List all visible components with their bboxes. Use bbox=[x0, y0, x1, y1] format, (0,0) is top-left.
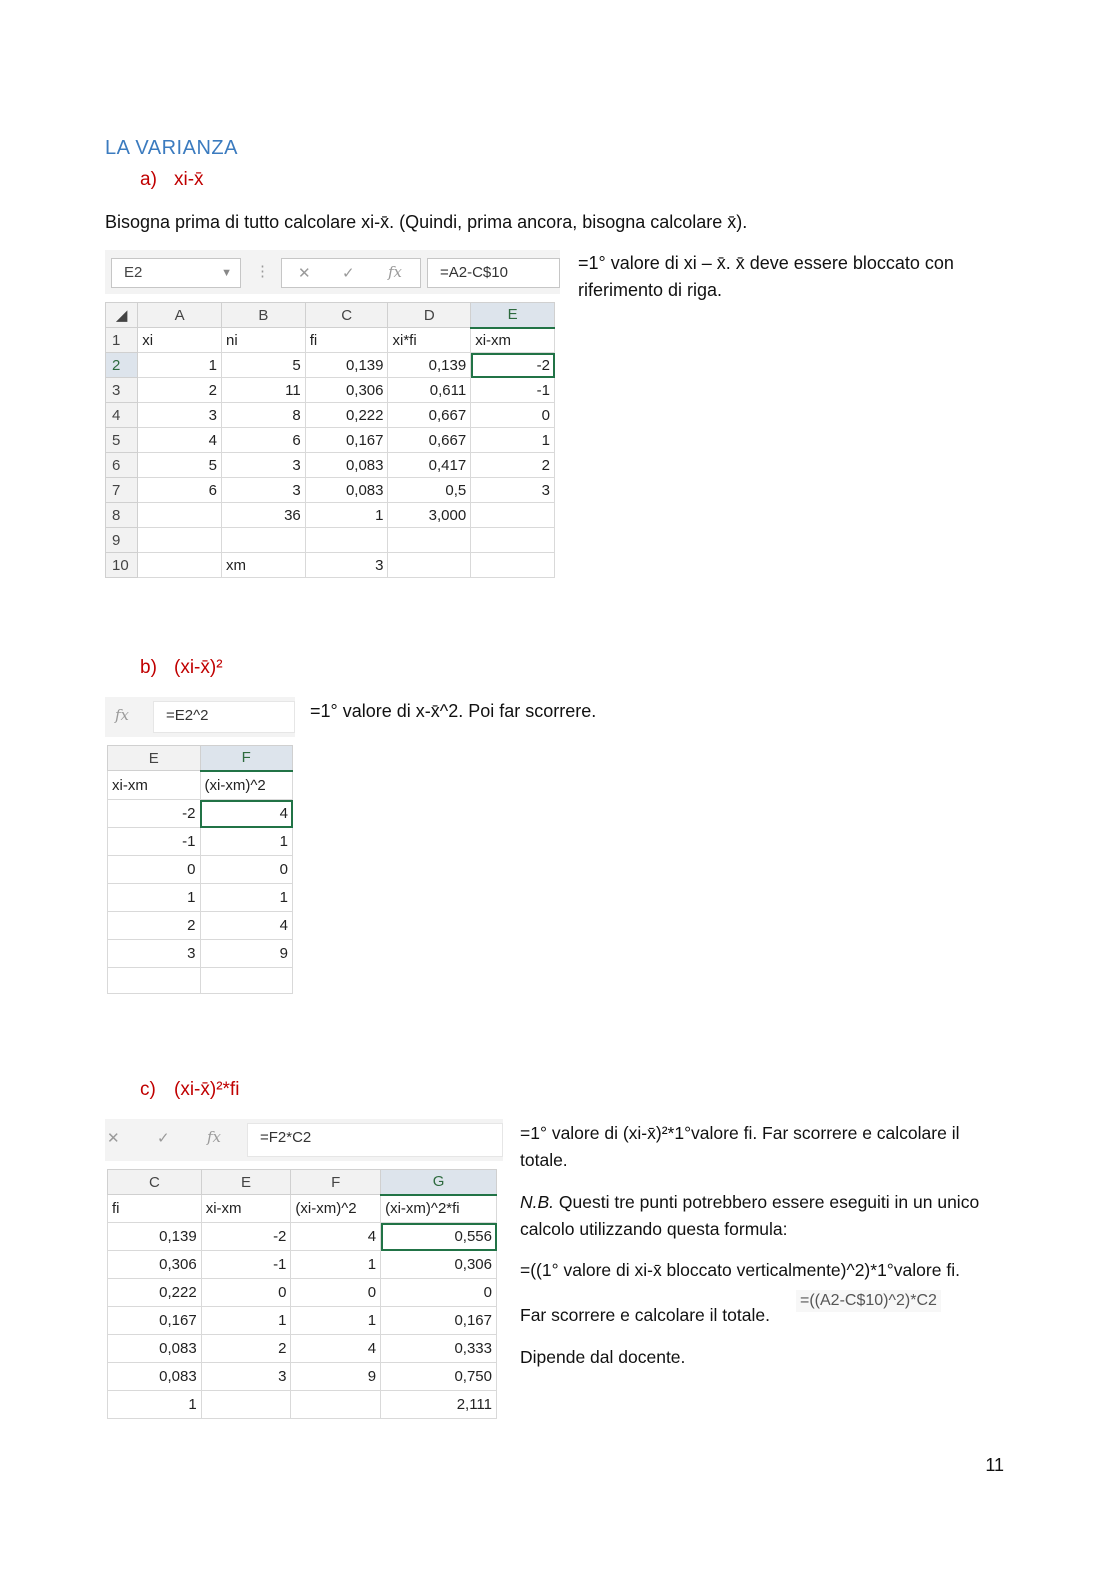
cell[interactable]: 0,222 bbox=[108, 1279, 202, 1307]
cell[interactable]: 3 bbox=[305, 553, 388, 578]
table-row bbox=[106, 503, 555, 528]
table-row bbox=[108, 1195, 497, 1223]
cell[interactable]: 3 bbox=[471, 478, 555, 503]
cell[interactable]: 2 bbox=[471, 453, 555, 478]
cell[interactable]: 1 bbox=[471, 428, 555, 453]
table-row bbox=[108, 800, 293, 828]
section-b-title: (xi-x̄)² bbox=[174, 657, 223, 678]
formula-description: =((1° valore di xi-x̄ bloccato verticalmente)^2)*1°valore fi. bbox=[520, 1260, 960, 1280]
column-header-row bbox=[106, 303, 555, 328]
row-header[interactable]: 6 bbox=[106, 453, 138, 478]
spreadsheet-1 bbox=[105, 250, 560, 585]
table-row bbox=[106, 328, 555, 353]
cell[interactable]: 8 bbox=[222, 403, 306, 428]
cell[interactable]: 0 bbox=[471, 403, 555, 428]
cell[interactable]: 0,167 bbox=[108, 1307, 202, 1335]
column-header-c[interactable]: C bbox=[305, 303, 388, 328]
column-header-f[interactable]: F bbox=[291, 1170, 381, 1195]
cell[interactable]: 4 bbox=[138, 428, 222, 453]
cell[interactable] bbox=[471, 503, 555, 528]
cell[interactable]: 1 bbox=[200, 884, 293, 912]
cell[interactable]: 4 bbox=[291, 1335, 381, 1363]
cell[interactable]: (xi-xm)^2 bbox=[291, 1195, 381, 1223]
table-row bbox=[106, 528, 555, 553]
cell[interactable]: xi*fi bbox=[388, 328, 471, 353]
table-row bbox=[108, 968, 293, 994]
row-header[interactable]: 8 bbox=[106, 503, 138, 528]
cell[interactable]: 0,083 bbox=[108, 1335, 202, 1363]
cell[interactable] bbox=[138, 553, 222, 578]
cell[interactable]: 1 bbox=[201, 1307, 291, 1335]
section-a-label: a) bbox=[140, 169, 157, 190]
cell[interactable]: xi-xm bbox=[471, 328, 555, 353]
cell[interactable]: 0,139 bbox=[108, 1223, 202, 1251]
cell[interactable]: 4 bbox=[291, 1223, 381, 1251]
selected-cell[interactable]: -2 bbox=[471, 353, 555, 378]
table-row bbox=[106, 353, 555, 378]
selected-cell[interactable]: 0,556 bbox=[381, 1223, 497, 1251]
cell[interactable] bbox=[388, 528, 471, 553]
cell[interactable]: 0,611 bbox=[388, 378, 471, 403]
cell[interactable]: 0,139 bbox=[305, 353, 388, 378]
cell[interactable]: (xi-xm)^2*fi bbox=[381, 1195, 497, 1223]
table-row bbox=[106, 453, 555, 478]
formula-buttons bbox=[281, 258, 421, 288]
cell[interactable]: xi-xm bbox=[108, 771, 201, 800]
table-row bbox=[108, 828, 293, 856]
column-header-a[interactable]: A bbox=[138, 303, 222, 328]
cell[interactable]: 3 bbox=[201, 1363, 291, 1391]
table-row bbox=[108, 1307, 497, 1335]
fx-icon[interactable]: fx bbox=[115, 706, 130, 724]
cell[interactable]: xm bbox=[222, 553, 306, 578]
cell[interactable]: 5 bbox=[222, 353, 306, 378]
table-row bbox=[108, 771, 293, 800]
cell[interactable]: fi bbox=[305, 328, 388, 353]
cell[interactable] bbox=[388, 553, 471, 578]
cell[interactable]: 9 bbox=[291, 1363, 381, 1391]
cell[interactable]: 36 bbox=[222, 503, 306, 528]
sheet3-note: =1° valore di (xi-x̄)²*1°valore fi. Far scorrere e calcolare il totale. bbox=[520, 1123, 960, 1170]
row-header[interactable]: 5 bbox=[106, 428, 138, 453]
page-number: 11 bbox=[985, 1455, 1004, 1475]
cancel-icon[interactable]: ✕ bbox=[107, 1130, 120, 1147]
section-c-label: c) bbox=[140, 1079, 156, 1100]
column-header-e[interactable]: E bbox=[108, 746, 201, 771]
cell[interactable]: 1 bbox=[108, 1391, 202, 1419]
cell[interactable]: 3,000 bbox=[388, 503, 471, 528]
scroll-instruction: Far scorrere e calcolare il totale. bbox=[520, 1305, 770, 1325]
cell[interactable] bbox=[222, 528, 306, 553]
table-row bbox=[108, 1335, 497, 1363]
cell[interactable]: 1 bbox=[291, 1307, 381, 1335]
teacher-note: Dipende dal docente. bbox=[520, 1347, 686, 1367]
sheet3-grid bbox=[107, 1169, 497, 1419]
cell[interactable]: 0,306 bbox=[108, 1251, 202, 1279]
table-row bbox=[108, 1223, 497, 1251]
cell[interactable]: 0,083 bbox=[108, 1363, 202, 1391]
cell[interactable]: 0 bbox=[108, 856, 201, 884]
table-row bbox=[106, 403, 555, 428]
chevron-down-icon[interactable]: ▼ bbox=[221, 267, 232, 279]
cell[interactable]: -2 bbox=[108, 800, 201, 828]
table-row bbox=[108, 856, 293, 884]
cell[interactable]: fi bbox=[108, 1195, 202, 1223]
sheet2-grid bbox=[107, 745, 293, 994]
formula-input[interactable]: =E2^2 bbox=[153, 701, 295, 733]
row-header[interactable]: 2 bbox=[106, 353, 138, 378]
name-box[interactable] bbox=[111, 258, 241, 288]
more-icon: ⋮ bbox=[255, 263, 270, 280]
formula-input[interactable]: =A2-C$10 bbox=[427, 258, 560, 288]
cell[interactable] bbox=[138, 503, 222, 528]
cell[interactable]: 0 bbox=[381, 1279, 497, 1307]
cell[interactable]: 0,333 bbox=[381, 1335, 497, 1363]
row-header[interactable]: 10 bbox=[106, 553, 138, 578]
section-c-title: (xi-x̄)²*fi bbox=[174, 1079, 240, 1100]
cell[interactable]: -1 bbox=[471, 378, 555, 403]
cell[interactable]: 6 bbox=[138, 478, 222, 503]
fx-icon[interactable]: fx bbox=[388, 263, 403, 281]
cell[interactable] bbox=[200, 968, 293, 994]
cell[interactable]: 6 bbox=[222, 428, 306, 453]
cell[interactable]: 1 bbox=[291, 1251, 381, 1279]
column-header-b[interactable]: B bbox=[222, 303, 306, 328]
corner-cell[interactable]: ◢ bbox=[106, 303, 138, 328]
cell[interactable]: 2 bbox=[138, 378, 222, 403]
cell[interactable]: 11 bbox=[222, 378, 306, 403]
table-row bbox=[108, 884, 293, 912]
column-header-f[interactable]: F bbox=[200, 746, 293, 771]
column-header-e[interactable]: E bbox=[201, 1170, 291, 1195]
cell[interactable]: xi-xm bbox=[201, 1195, 291, 1223]
spreadsheet-2 bbox=[105, 697, 300, 997]
cell[interactable]: 0,222 bbox=[305, 403, 388, 428]
cell[interactable] bbox=[138, 528, 222, 553]
fx-icon[interactable]: fx bbox=[207, 1128, 222, 1146]
cell[interactable] bbox=[201, 1391, 291, 1419]
cell[interactable]: 0,417 bbox=[388, 453, 471, 478]
table-row bbox=[106, 378, 555, 403]
table-row bbox=[108, 912, 293, 940]
spreadsheet-3 bbox=[105, 1119, 505, 1434]
cell[interactable]: 0,5 bbox=[388, 478, 471, 503]
cell[interactable]: 0 bbox=[200, 856, 293, 884]
cell[interactable]: -1 bbox=[201, 1251, 291, 1279]
cell[interactable]: 0 bbox=[291, 1279, 381, 1307]
cell[interactable]: 0,083 bbox=[305, 453, 388, 478]
row-header[interactable]: 1 bbox=[106, 328, 138, 353]
sheet1-grid bbox=[105, 302, 555, 578]
row-header[interactable]: 7 bbox=[106, 478, 138, 503]
cell[interactable]: 1 bbox=[305, 503, 388, 528]
cell[interactable]: 3 bbox=[222, 478, 306, 503]
cell[interactable]: 2,111 bbox=[381, 1391, 497, 1419]
cell[interactable]: -2 bbox=[201, 1223, 291, 1251]
row-header[interactable]: 4 bbox=[106, 403, 138, 428]
table-row bbox=[108, 1363, 497, 1391]
intro-paragraph: Bisogna prima di tutto calcolare xi-x̄. (Quindi, prima ancora, bisogna calcolare x̄). bbox=[105, 212, 748, 232]
section-b-label: b) bbox=[140, 657, 157, 678]
section-a-heading bbox=[140, 169, 204, 191]
section-a-title: xi-x̄ bbox=[174, 169, 204, 190]
cell[interactable]: 3 bbox=[108, 940, 201, 968]
section-c-heading bbox=[140, 1079, 239, 1101]
row-header[interactable]: 3 bbox=[106, 378, 138, 403]
table-row bbox=[108, 1251, 497, 1279]
cell[interactable]: 4 bbox=[200, 912, 293, 940]
table-row bbox=[106, 553, 555, 578]
nb-text: Questi tre punti potrebbero essere eseguiti in un unico calcolo utilizzando questa formula: bbox=[520, 1192, 980, 1239]
page-title: LA VARIANZA bbox=[105, 137, 238, 159]
table-row bbox=[106, 428, 555, 453]
enter-icon[interactable]: ✓ bbox=[157, 1130, 170, 1147]
cell[interactable]: 0,750 bbox=[381, 1363, 497, 1391]
selected-cell[interactable]: 4 bbox=[200, 800, 293, 828]
cell[interactable]: 2 bbox=[201, 1335, 291, 1363]
table-row bbox=[106, 478, 555, 503]
cell[interactable]: 9 bbox=[200, 940, 293, 968]
cell[interactable]: 3 bbox=[222, 453, 306, 478]
cell[interactable]: (xi-xm)^2 bbox=[200, 771, 293, 800]
column-header-row bbox=[108, 1170, 497, 1195]
column-header-d[interactable]: D bbox=[388, 303, 471, 328]
formula-input[interactable]: =F2*C2 bbox=[247, 1123, 503, 1157]
cancel-icon[interactable]: ✕ bbox=[298, 265, 311, 282]
column-header-row bbox=[108, 746, 293, 771]
cell[interactable] bbox=[471, 553, 555, 578]
column-header-c[interactable]: C bbox=[108, 1170, 202, 1195]
section-b-heading bbox=[140, 657, 223, 679]
cell[interactable]: 1 bbox=[138, 353, 222, 378]
cell[interactable]: 1 bbox=[200, 828, 293, 856]
enter-icon[interactable]: ✓ bbox=[342, 265, 355, 282]
cell[interactable]: 0,083 bbox=[305, 478, 388, 503]
cell[interactable]: xi bbox=[138, 328, 222, 353]
cell[interactable]: 1 bbox=[108, 884, 201, 912]
cell[interactable]: 0,139 bbox=[388, 353, 471, 378]
nb-label: N.B. bbox=[520, 1192, 555, 1212]
cell[interactable] bbox=[108, 968, 201, 994]
cell[interactable] bbox=[471, 528, 555, 553]
cell[interactable] bbox=[305, 528, 388, 553]
table-row bbox=[108, 940, 293, 968]
sheet2-note: =1° valore di x-x̄^2. Poi far scorrere. bbox=[310, 701, 597, 721]
row-header[interactable]: 9 bbox=[106, 528, 138, 553]
cell[interactable]: 0,167 bbox=[381, 1307, 497, 1335]
cell[interactable]: 0,306 bbox=[381, 1251, 497, 1279]
column-header-g[interactable]: G bbox=[381, 1170, 497, 1195]
inline-formula: =((A2-C$10)^2)*C2 bbox=[796, 1290, 941, 1312]
cell[interactable]: 0,306 bbox=[305, 378, 388, 403]
cell[interactable]: 0,667 bbox=[388, 428, 471, 453]
cell[interactable]: 0,667 bbox=[388, 403, 471, 428]
cell[interactable]: 5 bbox=[138, 453, 222, 478]
sheet1-note: =1° valore di xi – x̄. x̄ deve essere bloccato con riferimento di riga. bbox=[578, 253, 954, 300]
table-row bbox=[108, 1279, 497, 1307]
cell[interactable]: 3 bbox=[138, 403, 222, 428]
cell[interactable]: 2 bbox=[108, 912, 201, 940]
cell[interactable]: 0 bbox=[201, 1279, 291, 1307]
cell[interactable]: -1 bbox=[108, 828, 201, 856]
table-row bbox=[108, 1391, 497, 1419]
name-box-value: E2 bbox=[124, 264, 143, 281]
cell[interactable] bbox=[291, 1391, 381, 1419]
cell[interactable]: ni bbox=[222, 328, 306, 353]
nb-paragraph bbox=[520, 1189, 990, 1243]
cell[interactable]: 0,167 bbox=[305, 428, 388, 453]
column-header-e[interactable]: E bbox=[471, 303, 555, 328]
